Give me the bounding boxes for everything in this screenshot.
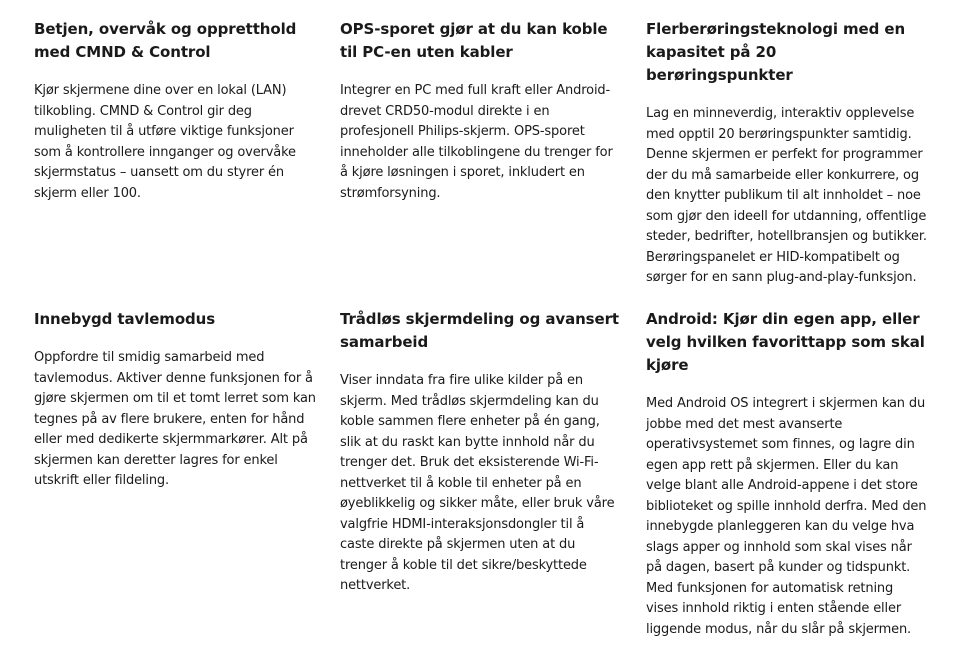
feature-title: Trådløs skjermdeling og avansert samarbeid [340,310,619,351]
feature-description: Med Android OS integrert i skjermen kan du jobbe med det mest avanserte operativsystemet som finnes, og lagre din egen app rett på skjermen. Eller du kan velge blant alle Android-appene i det store biblioteket og spille innhold derfra. Med den innebygde planleggeren kan du velge hva slags apper og innhold som skal vises når på dagen, basert på kunder og tidspunkt. Med funksjonen for automatisk retning vises innhold riktig i enten stående eller liggende modus, når du slår på skjermen. [646,396,927,637]
feature-description: Integrer en PC med full kraft eller Android-drevet CRD50-modul direkte i en profesjonell Philips-skjerm. OPS-sporet inneholder alle tilkoblingene du trenger for å kjøre løsningen i sporet, inkludert en strømforsyning. [340,83,613,201]
feature-title: OPS-sporet gjør at du kan koble til PC-en uten kabler [340,20,608,61]
feature-whiteboard-mode [34,308,316,492]
feature-ops-slot [340,18,622,204]
feature-title: Betjen, overvåk og oppretthold med CMND & Control [34,20,297,61]
feature-description: Viser inndata fra fire ulike kilder på en skjerm. Med trådløs skjermdeling kan du koble sammen flere enheter på én gang, slik at du raskt kan bytte innhold når du trenger det. Bruk det eksisterende Wi-Fi-nettverket til å koble til enheter på en øyeblikkelig og sikker måte, eller bruk våre valgfrie HDMI-interaksjonsdongler til å caste direkte på skjermen uten at du trenger å koble til det sikre/beskyttede nettverket. [340,373,615,593]
feature-android [646,308,928,640]
feature-multi-touch [646,18,928,289]
feature-title: Innebygd tavlemodus [34,310,216,328]
feature-title: Android: Kjør din egen app, eller velg hvilken favorittapp som skal kjøre [646,310,925,374]
feature-title: Flerberøringsteknologi med en kapasitet på 20 berøringspunkter [646,20,906,84]
feature-cmnd-control [34,18,316,204]
feature-description: Oppfordre til smidig samarbeid med tavlemodus. Aktiver denne funksjonen for å gjøre skjermen om til et tomt lerret som kan tegnes på av flere brukere, enten for hånd eller med dedikerte skjermmarkører. Alt på skjermen kan deretter lagres for enkel utskrift eller fildeling. [34,350,316,488]
feature-description: Kjør skjermene dine over en lokal (LAN) tilkobling. CMND & Control gir deg muligheten til å utføre viktige funksjoner som å kontrollere innganger og overvåke skjermstatus – uansett om du styrer én skjerm eller 100. [34,83,296,201]
feature-description: Lag en minneverdig, interaktiv opplevelse med opptil 20 berøringspunkter samtidig. Denne skjermen er perfekt for programmer der du må samarbeide eller konkurrere, og den knytter publikum til alt innholdet – noe som gjør den ideell for utdanning, offentlige steder, bedrifter, hotellbransjen og butikker. Berøringspanelet er HID-kompatibelt og sørger for en sann plug-and-play-funksjon. [646,106,927,285]
feature-wireless-screen-sharing [340,308,622,597]
